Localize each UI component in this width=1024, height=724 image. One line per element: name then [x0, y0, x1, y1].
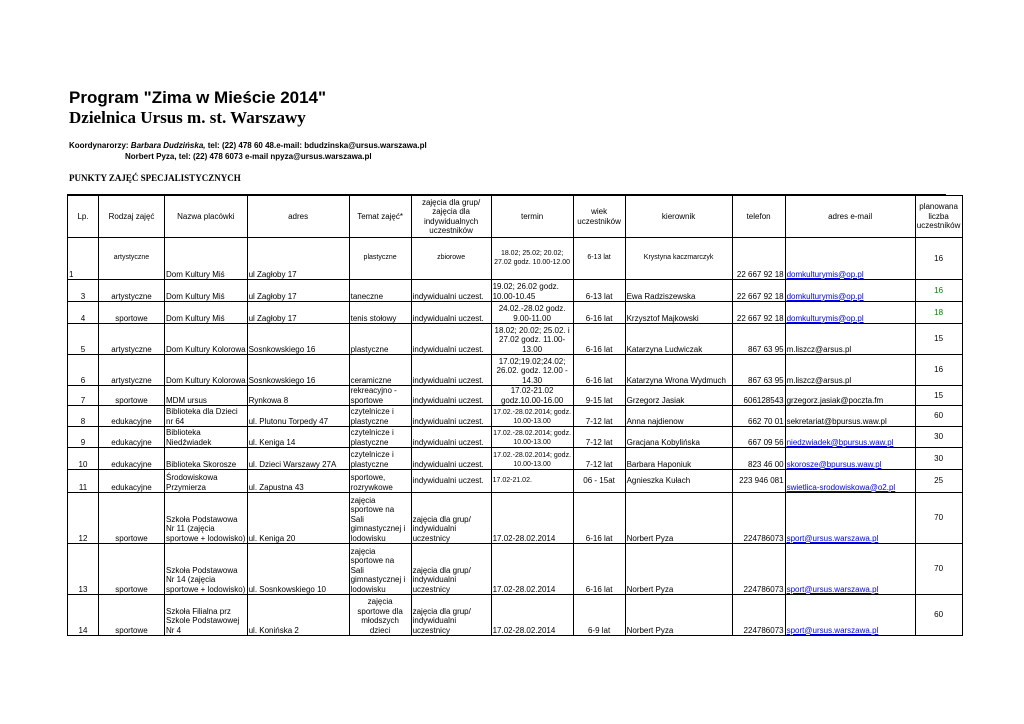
cell-telefon: 662 70 01: [732, 406, 785, 427]
cell-rodzaj: edukacyjne: [99, 470, 165, 493]
cell-kierownik: Anna najdienow: [625, 406, 732, 427]
cell-wiek: 6-13 lat: [573, 238, 625, 280]
table-row: [68, 470, 963, 493]
table-row: [68, 302, 963, 324]
cell-forma: indywidualni uczest.: [411, 386, 491, 406]
cell-placowka: Szkoła Podstawowa Nr 14 (zajęcia sportowe + lodowisko): [165, 544, 248, 595]
cell-rodzaj: artystyczne: [99, 324, 165, 355]
cell-email: [785, 302, 915, 324]
cell-adres: Sosnkowskiego 16: [247, 355, 349, 386]
cell-forma: zajęcia dla grup/ indywidualni uczestnicy: [411, 493, 491, 544]
cell-kierownik: Katarzyna Wrona Wydmuch: [625, 355, 732, 386]
cell-lp: 5: [68, 324, 99, 355]
cell-email: [785, 238, 915, 280]
email-link[interactable]: sport@ursus.warszawa.pl: [786, 625, 879, 635]
cell-temat: ceramiczne: [349, 355, 411, 386]
table-row: [68, 280, 963, 302]
cell-wiek: 6-9 lat: [573, 595, 625, 636]
cell-lp: 9: [68, 427, 99, 448]
cell-email: [785, 544, 915, 595]
cell-wiek: 7-12 lat: [573, 448, 625, 470]
cell-lp: 11: [68, 470, 99, 493]
cell-temat: zajęcia sportowe na Sali gimnastycznej i lodowisku: [349, 493, 411, 544]
header-rodzaj: Rodzaj zajęć: [99, 196, 165, 238]
cell-temat: sportowe, rozrywkowe: [349, 470, 411, 493]
cell-liczba: 30: [915, 427, 962, 448]
cell-email: grzegorz.jasiak@poczta.fm: [785, 386, 915, 406]
table-row: [68, 595, 963, 636]
table-row: [68, 324, 963, 355]
cell-lp: 3: [68, 280, 99, 302]
cell-liczba: 16: [915, 355, 962, 386]
cell-telefon: 223 946 081: [732, 470, 785, 493]
cell-temat: plastyczne: [349, 238, 411, 280]
table-row: [68, 386, 963, 406]
cell-placowka: Dom Kultury Miś: [165, 280, 248, 302]
cell-adres: ul. Plutonu Torpedy 47: [247, 406, 349, 427]
cell-temat: rekreacyjno - sportowe: [349, 386, 411, 406]
cell-wiek: 6-16 lat: [573, 493, 625, 544]
cell-telefon: 867 63 95: [732, 324, 785, 355]
cell-rodzaj: edukacyjne: [99, 406, 165, 427]
cell-lp: 12: [68, 493, 99, 544]
cell-lp: 13: [68, 544, 99, 595]
email-link[interactable]: domkulturymis@op.pl: [786, 313, 864, 323]
cell-kierownik: Krystyna kaczmarczyk: [625, 238, 732, 280]
cell-termin: 19.02; 26.02 godz. 10.00-10.45: [491, 280, 573, 302]
cell-placowka: Biblioteka dla Dzieci nr 64: [165, 406, 248, 427]
cell-adres: ul. Keniga 20: [247, 493, 349, 544]
email-link[interactable]: domkulturymis@op.pl: [786, 269, 864, 279]
cell-adres: ul. Sosnkowskiego 10: [247, 544, 349, 595]
table-row: [68, 355, 963, 386]
table-row: [68, 406, 963, 427]
cell-liczba: 60: [915, 595, 962, 636]
cell-termin: 18.02; 25.02; 20.02; 27.02 godz. 10.00-12.00: [491, 238, 573, 280]
cell-telefon: 867 63 95: [732, 355, 785, 386]
email-link[interactable]: domkulturymis@op.pl: [786, 291, 864, 301]
cell-termin: 18.02; 20.02; 25.02. i 27.02 godz. 11.00-13.00: [491, 324, 573, 355]
cell-lp: 6: [68, 355, 99, 386]
cell-liczba: 16: [915, 280, 962, 302]
header-kierownik: kierownik: [625, 196, 732, 238]
cell-telefon: 22 667 92 18: [732, 302, 785, 324]
header-wiek: wiek uczestników: [573, 196, 625, 238]
cell-kierownik: Norbert Pyza: [625, 493, 732, 544]
cell-email: m.liszcz@arsus.pl: [785, 355, 915, 386]
cell-termin: 17.02-28.02.2014: [491, 595, 573, 636]
cell-temat: plastyczne: [349, 324, 411, 355]
cell-wiek: 7-12 lat: [573, 427, 625, 448]
cell-forma: indywidualni uczest.: [411, 280, 491, 302]
cell-kierownik: Norbert Pyza: [625, 595, 732, 636]
cell-telefon: 224786073: [732, 595, 785, 636]
cell-liczba: 18: [915, 302, 962, 324]
cell-placowka: Dom Kultury Miś: [165, 302, 248, 324]
email-link[interactable]: niedzwiadek@bpursus.waw.pl: [786, 437, 894, 447]
cell-rodzaj: sportowe: [99, 493, 165, 544]
header-telefon: telefon: [732, 196, 785, 238]
header-liczba: planowana liczba uczestników: [915, 196, 962, 238]
cell-kierownik: Ewa Radziszewska: [625, 280, 732, 302]
cell-lp: 14: [68, 595, 99, 636]
cell-adres: ul Zagłoby 17: [247, 280, 349, 302]
page-subtitle: Dzielnica Ursus m. st. Warszawy: [69, 108, 306, 127]
cell-liczba: 70: [915, 544, 962, 595]
cell-adres: ul. Konińska 2: [247, 595, 349, 636]
coordinators-line-1: [69, 140, 427, 151]
cell-wiek: 7-12 lat: [573, 406, 625, 427]
cell-placowka: Dom Kultury Miś: [165, 238, 248, 280]
cell-temat: czytelnicze i plastyczne: [349, 427, 411, 448]
header-placowka: Nazwa placówki: [165, 196, 248, 238]
table-row: [68, 544, 963, 595]
cell-termin: 17.02-28.02.2014: [491, 544, 573, 595]
cell-kierownik: Norbert Pyza: [625, 544, 732, 595]
cell-forma: indywidualni uczest.: [411, 302, 491, 324]
cell-lp: 10: [68, 448, 99, 470]
cell-rodzaj: edukacyjne: [99, 427, 165, 448]
cell-placowka: Środowiskowa Przymierza: [165, 470, 248, 493]
cell-forma: indywidualni uczest.: [411, 324, 491, 355]
cell-placowka: Dom Kultury Kolorowa: [165, 355, 248, 386]
cell-kierownik: Gracjana Kobylińska: [625, 427, 732, 448]
cell-wiek: 06 - 15at: [573, 470, 625, 493]
cell-wiek: 6-16 lat: [573, 355, 625, 386]
cell-wiek: 6-13 lat: [573, 280, 625, 302]
email-link[interactable]: skorosze@bpursus.waw.pl: [786, 459, 882, 469]
page-title: Program "Zima w Mieście 2014": [69, 88, 327, 107]
cell-termin: 17.02-28.02.2014: [491, 493, 573, 544]
cell-temat: tenis stołowy: [349, 302, 411, 324]
cell-termin: 17.02.-28.02.2014; godz. 10.00-13.00: [491, 448, 573, 470]
cell-temat: czytelnicze i plastyczne: [349, 406, 411, 427]
cell-lp: 1: [68, 238, 99, 280]
cell-termin: 17.02-21.02 godz.10.00-16.00: [491, 386, 573, 406]
cell-adres: ul. Dzieci Warszawy 27A: [247, 448, 349, 470]
cell-rodzaj: edukacyjne: [99, 448, 165, 470]
cell-rodzaj: sportowe: [99, 386, 165, 406]
cell-liczba: 16: [915, 238, 962, 280]
cell-temat: zajęcia sportowe na Sali gimnastycznej i lodowisku: [349, 544, 411, 595]
cell-liczba: 15: [915, 324, 962, 355]
cell-liczba: 70: [915, 493, 962, 544]
cell-adres: Rynkowa 8: [247, 386, 349, 406]
coordinators-line-2: Norbert Pyza, tel: (22) 478 6073 e-mail npyza@ursus.warszawa.pl: [125, 152, 372, 161]
email-link[interactable]: sport@ursus.warszawa.pl: [786, 533, 879, 543]
cell-placowka: Dom Kultury Kolorowa: [165, 324, 248, 355]
email-link[interactable]: sport@ursus.warszawa.pl: [786, 584, 879, 594]
cell-lp: 7: [68, 386, 99, 406]
header-temat: Temat zajęć*: [349, 196, 411, 238]
cell-temat: zajęcia sportowe dla młodszych dzieci: [349, 595, 411, 636]
cell-wiek: 6-16 lat: [573, 302, 625, 324]
cell-kierownik: Grzegorz Jasiak: [625, 386, 732, 406]
header-email: adres e-mail: [785, 196, 915, 238]
cell-adres: ul Zagłoby 17: [247, 238, 349, 280]
cell-forma: indywidualni uczest.: [411, 427, 491, 448]
table-row: [68, 493, 963, 544]
cell-rodzaj: sportowe: [99, 544, 165, 595]
cell-temat: taneczne: [349, 280, 411, 302]
cell-termin: 17.02-21.02.: [491, 470, 573, 493]
cell-telefon: 224786073: [732, 544, 785, 595]
cell-adres: Sosnkowskiego 16: [247, 324, 349, 355]
cell-rodzaj: artystyczne: [99, 280, 165, 302]
section-title: PUNKTY ZAJĘĆ SPECJALISTYCZNYCH: [69, 173, 241, 183]
cell-placowka: MDM ursus: [165, 386, 248, 406]
cell-liczba: 60: [915, 406, 962, 427]
cell-placowka: Biblioteka Niedźwiadek: [165, 427, 248, 448]
cell-forma: zbiorowe: [411, 238, 491, 280]
cell-rodzaj: sportowe: [99, 302, 165, 324]
cell-kierownik: Katarzyna Ludwiczak: [625, 324, 732, 355]
header-termin: termin: [491, 196, 573, 238]
cell-rodzaj: artystyczne: [99, 355, 165, 386]
header-adres: adres: [247, 196, 349, 238]
cell-telefon: 22 667 92 18: [732, 280, 785, 302]
table-row: [68, 427, 963, 448]
cell-rodzaj: sportowe: [99, 595, 165, 636]
cell-wiek: 6-16 lat: [573, 324, 625, 355]
cell-adres: ul. Zapustna 43: [247, 470, 349, 493]
cell-forma: zajęcia dla grup/ indywidualni uczestnicy: [411, 595, 491, 636]
cell-liczba: 25: [915, 470, 962, 493]
cell-wiek: 9-15 lat: [573, 386, 625, 406]
cell-temat: czytelnicze i plastyczne: [349, 448, 411, 470]
table-row: [68, 238, 963, 280]
cell-placowka: Biblioteka Skorosze: [165, 448, 248, 470]
cell-email: [785, 427, 915, 448]
table-header-row: [68, 196, 963, 238]
cell-termin: 24.02.-28.02 godz. 9.00-11.00: [491, 302, 573, 324]
cell-telefon: 22 667 92 18: [732, 238, 785, 280]
cell-email: [785, 280, 915, 302]
cell-email: [785, 493, 915, 544]
activities-table: [67, 195, 963, 636]
cell-liczba: 30: [915, 448, 962, 470]
cell-liczba: 15: [915, 386, 962, 406]
cell-lp: 4: [68, 302, 99, 324]
cell-forma: zajęcia dla grup/ indywidualni uczestnicy: [411, 544, 491, 595]
cell-email: [785, 595, 915, 636]
cell-forma: indywidualni uczest.: [411, 470, 491, 493]
cell-email: sekretariat@bpursus.waw.pl: [785, 406, 915, 427]
coordinator-1-contact: tel: (22) 478 60 48.e-mail: bdudzinska@ursus.warszawa.pl: [205, 141, 427, 150]
cell-email: m.liszcz@arsus.pl: [785, 324, 915, 355]
cell-email: [785, 470, 915, 493]
cell-telefon: 823 46 00: [732, 448, 785, 470]
cell-kierownik: Agnieszka Kułach: [625, 470, 732, 493]
table-row: [68, 448, 963, 470]
cell-lp: 8: [68, 406, 99, 427]
cell-termin: 17.02;19.02;24.02; 26.02. godz. 12.00 - 14.30: [491, 355, 573, 386]
coordinators-label: Koordynarorzy:: [69, 141, 129, 150]
coordinator-1-name: Barbara Dudzińska,: [130, 141, 206, 150]
cell-adres: ul. Keniga 14: [247, 427, 349, 448]
cell-rodzaj: artystyczne: [99, 238, 165, 280]
cell-forma: indywidualni uczest.: [411, 406, 491, 427]
cell-placowka: Szkoła Podstawowa Nr 11 (zajęcia sportowe + lodowisko): [165, 493, 248, 544]
cell-email: [785, 448, 915, 470]
header-forma: zajęcia dla grup/ zajęcia dla indywidualnych uczestników: [411, 196, 491, 238]
cell-wiek: 6-16 lat: [573, 544, 625, 595]
cell-telefon: 667 09 56: [732, 427, 785, 448]
cell-telefon: 606128543: [732, 386, 785, 406]
email-link[interactable]: swietlica-srodowiskowa@o2.pl: [786, 482, 896, 492]
table-top-border: [67, 194, 946, 196]
cell-telefon: 224786073: [732, 493, 785, 544]
cell-termin: 17.02.-28.02.2014; godz. 10.00-13.00: [491, 427, 573, 448]
cell-placowka: Szkoła Filialna prz Szkole Podstawowej Nr 4: [165, 595, 248, 636]
cell-termin: 17.02.-28.02.2014; godz. 10.00-13.00: [491, 406, 573, 427]
cell-kierownik: Barbara Haponiuk: [625, 448, 732, 470]
cell-kierownik: Krzysztof Majkowski: [625, 302, 732, 324]
cell-forma: indywidualni uczest.: [411, 355, 491, 386]
header-lp: Lp.: [68, 196, 99, 238]
cell-adres: ul Zagłoby 17: [247, 302, 349, 324]
cell-forma: indywidualni uczest.: [411, 448, 491, 470]
